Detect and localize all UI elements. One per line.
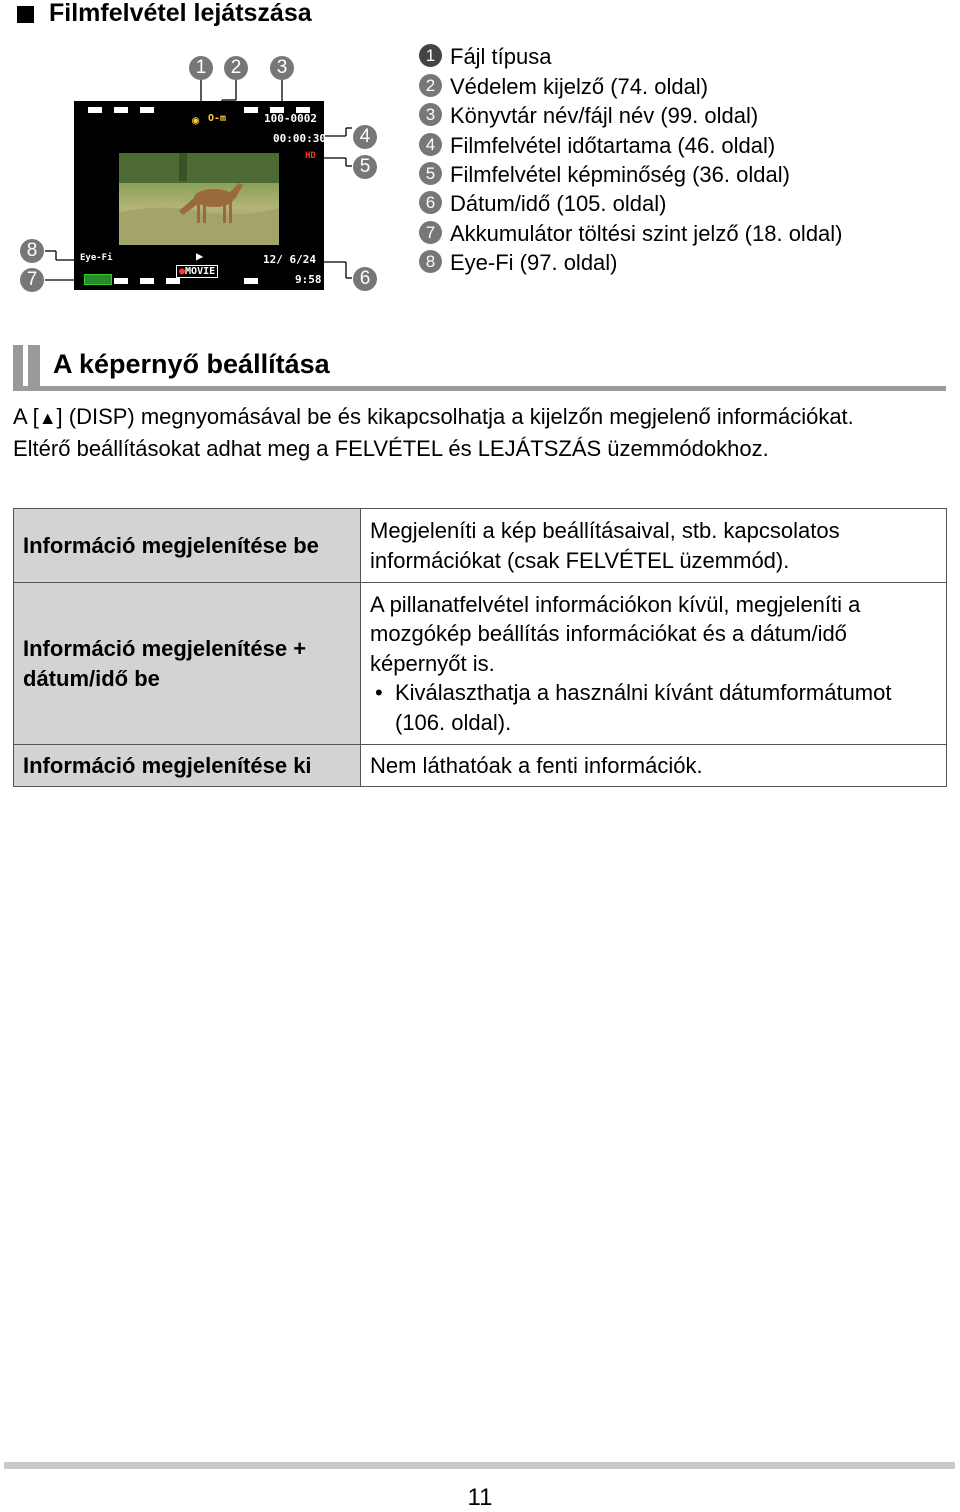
deer-photo [119, 153, 279, 245]
table-row [14, 509, 947, 583]
osd-movie-label: ●MOVIE [176, 265, 218, 278]
intro-paragraph: A [▲] (DISP) megnyomásával be és kikapcsolhatja a kijelzőn megjelenő információkat. Eltérő beállításokat adhat meg a FELVÉTEL és LEJÁTSZÁS üzemmódokhoz. [13, 404, 854, 461]
table-row-desc: Nem láthatóak a fenti információk. [361, 745, 947, 787]
callout-2: 2 [224, 56, 248, 80]
osd-folder-file: 100-0002 [264, 112, 317, 125]
battery-icon [84, 274, 112, 285]
movie-record-icon: ● [179, 266, 186, 277]
section-rule [13, 386, 946, 391]
table-row-label: Információ megjelenítése ki [14, 745, 361, 787]
callout-6: 6 [353, 267, 377, 291]
table-row [14, 583, 947, 745]
play-icon: ▶ [196, 249, 204, 263]
callout-7: 7 [20, 268, 44, 292]
camera-screen [74, 101, 324, 290]
osd-movie-time: 00:00:30 [273, 132, 326, 145]
protect-key-icon: O-m [208, 113, 227, 124]
file-type-icon: ◉ [192, 113, 200, 127]
table-row-label: Információ megjelenítése be [14, 509, 361, 583]
page-title: Filmfelvétel lejátszása [49, 0, 312, 27]
section-heading-bar [13, 345, 23, 390]
osd-quality: HD [305, 151, 316, 161]
table-row-desc: Megjeleníti a kép beállításaival, stb. kapcsolatos információkat (csak FELVÉTEL üzemmód). [361, 509, 947, 583]
table-row-desc: A pillanatfelvétel információkon kívül, megjeleníti a mozgókép beállítás információkat és a dátum/idő képernyőt is. • Kiválaszthatja a használni kívánt dátumformátumot (106. oldal). [361, 583, 947, 745]
callout-8: 8 [20, 239, 44, 263]
callout-5: 5 [353, 155, 377, 179]
bullet-item: • Kiválaszthatja a használni kívánt dátumformátumot (106. oldal). [370, 678, 937, 737]
footer-rule [4, 1462, 955, 1469]
table-row [14, 745, 947, 787]
table-row-label: Információ megjelenítése + dátum/idő be [14, 583, 361, 745]
osd-eyefi: Eye-Fi [80, 253, 113, 263]
callout-4: 4 [353, 125, 377, 149]
osd-time: 9:58 [295, 273, 322, 286]
display-settings-table [13, 508, 947, 787]
osd-date: 12/ 6/24 [263, 253, 316, 266]
callout-3: 3 [270, 56, 294, 80]
callout-1: 1 [189, 56, 213, 80]
page-number: 11 [467, 1484, 493, 1511]
section-heading-bar [28, 345, 40, 390]
up-triangle-icon: ▲ [38, 408, 57, 428]
section-title: A képernyő beállítása [53, 349, 330, 379]
